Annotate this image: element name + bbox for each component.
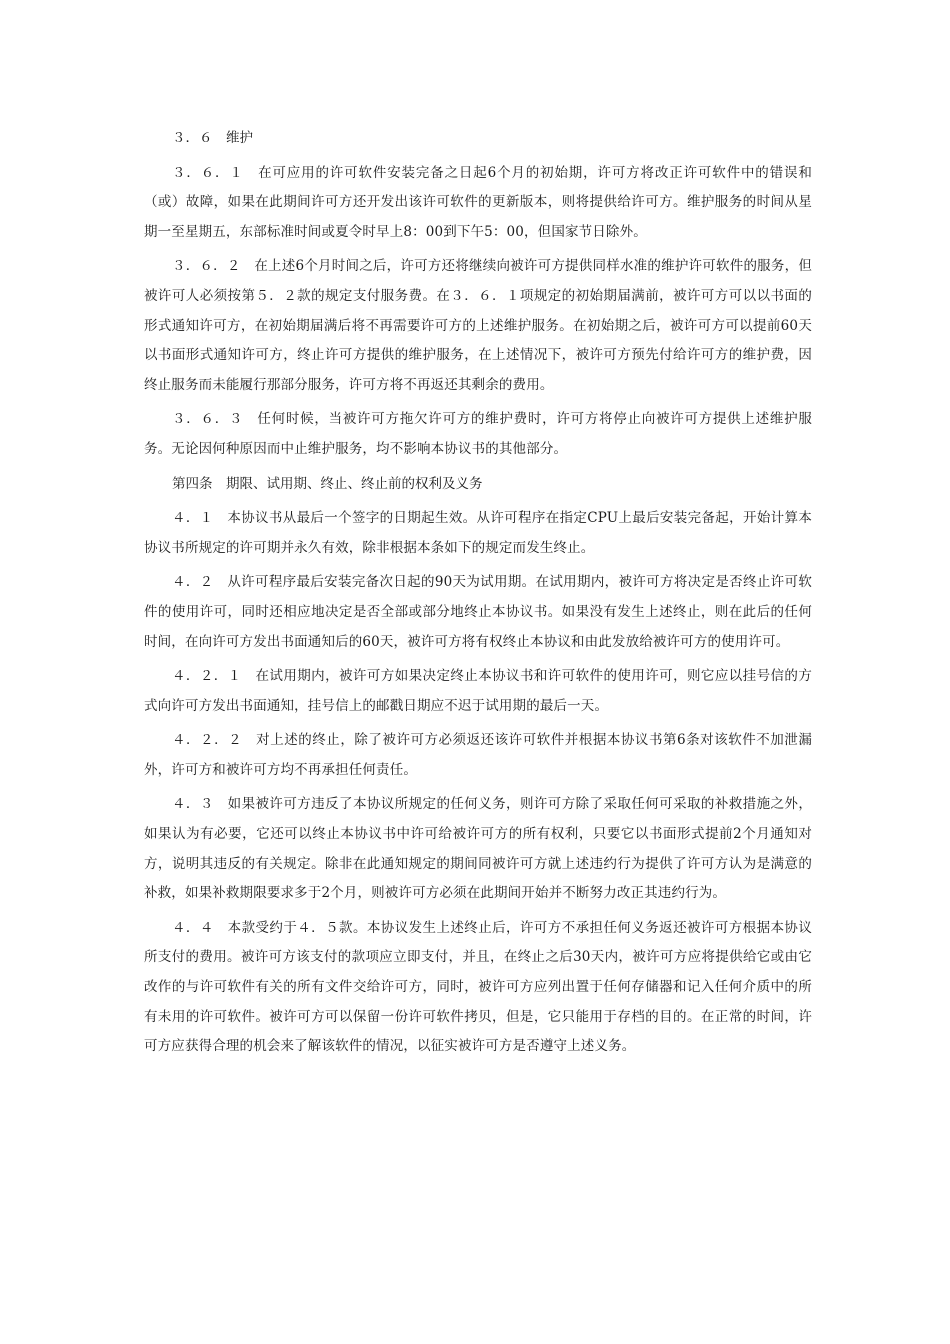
paragraph-3-6-3: ３．６．３ 任何时候，当被许可方拖欠许可方的维护费时，许可方将停止向被许可方提供上述维护服务。无论因何种原因而中止维护服务，均不影响本协议书的其他部分。 (144, 411, 812, 457)
paragraph-4-4: ４．４ 本款受约于４．５款。本协议发生上述终止后，许可方不承担任何义务返还被许可方根据本协议所支付的费用。被许可方该支付的款项应立即支付，并且，在终止之后30天内，被许可方应将提供给它或由它改作的与许可软件有关的所有文件交给许可方，同时，被许可方应列出置于任何存储器和记入任何介质中的所有未用的许可软件。被许可方可以保留一份许可软件拷贝，但是，它只能用于存档的目的。在正常的时间，许可方应获得合理的机会来了解该软件的情况，以征实被许可方是否遵守上述义务。 (144, 919, 812, 1055)
article-heading-4: 第四条 期限、试用期、终止、终止前的权利及义务 (172, 475, 483, 492)
section-heading-3-6: ３．６ 维护 (172, 130, 253, 146)
paragraph-4-2: ４．２ 从许可程序最后安装完备次日起的90天为试用期。在试用期内，被许可方将决定是否终止许可软件的使用许可，同时还相应地决定是否全部或部分地终止本协议书。如果没有发生上述终止，则在此后的任何时间，在向许可方发出书面通知后的60天，被许可方将有权终止本协议和由此发放给被许可方的使用许可。 (144, 574, 812, 650)
paragraph-3-6-1: ３．６．１ 在可应用的许可软件安装完备之日起6个月的初始期，许可方将改正许可软件中的错误和（或）故障，如果在此期间许可方还开发出该许可软件的更新版本，则将提供给许可方。维护服务的时间从星期一至星期五，东部标准时间或夏令时早上8：00到下午5：00，但国家节日除外。 (144, 164, 812, 240)
paragraph-4-2-2: ４．２．２ 对上述的终止，除了被许可方必须返还该许可软件并根据本协议书第6条对该软件不加泄漏外，许可方和被许可方均不再承担任何责任。 (144, 732, 812, 778)
paragraph-3-6-2: ３．６．２ 在上述6个月时间之后，许可方还将继续向被许可方提供同样水准的维护许可软件的服务，但被许可人必须按第５．２款的规定支付服务费。在３．６．１项规定的初始期届满前，被许可方可以以书面的形式通知许可方，在初始期届满后将不再需要许可方的上述维护服务。在初始期之后，被许可方可以提前60天以书面形式通知许可方，终止许可方提供的维护服务，在上述情况下，被许可方预先付给许可方的维护费，因终止服务而未能履行那部分服务，许可方将不再返还其剩余的费用。 (144, 258, 812, 393)
paragraph-4-3: ４．３ 如果被许可方违反了本协议所规定的任何义务，则许可方除了采取任何可采取的补救措施之外，如果认为有必要，它还可以终止本协议书中许可给被许可方的所有权利，只要它以书面形式提前2个月通知对方，说明其违反的有关规定。除非在此通知规定的期间同被许可方就上述违约行为提供了许可方认为是满意的补救，如果补救期限要求多于2个月，则被许可方必须在此期间开始并不断努力改正其违约行为。 (144, 796, 812, 902)
document-body (144, 124, 812, 1062)
paragraph-4-1: ４．１ 本协议书从最后一个签字的日期起生效。从许可程序在指定CPU上最后安装完备起，开始计算本协议书所规定的许可期并永久有效，除非根据本条如下的规定而发生终止。 (144, 510, 812, 556)
paragraph-4-2-1: ４．２．１ 在试用期内，被许可方如果决定终止本协议书和许可软件的使用许可，则它应以挂号信的方式向许可方发出书面通知，挂号信上的邮戳日期应不迟于试用期的最后一天。 (144, 668, 812, 714)
